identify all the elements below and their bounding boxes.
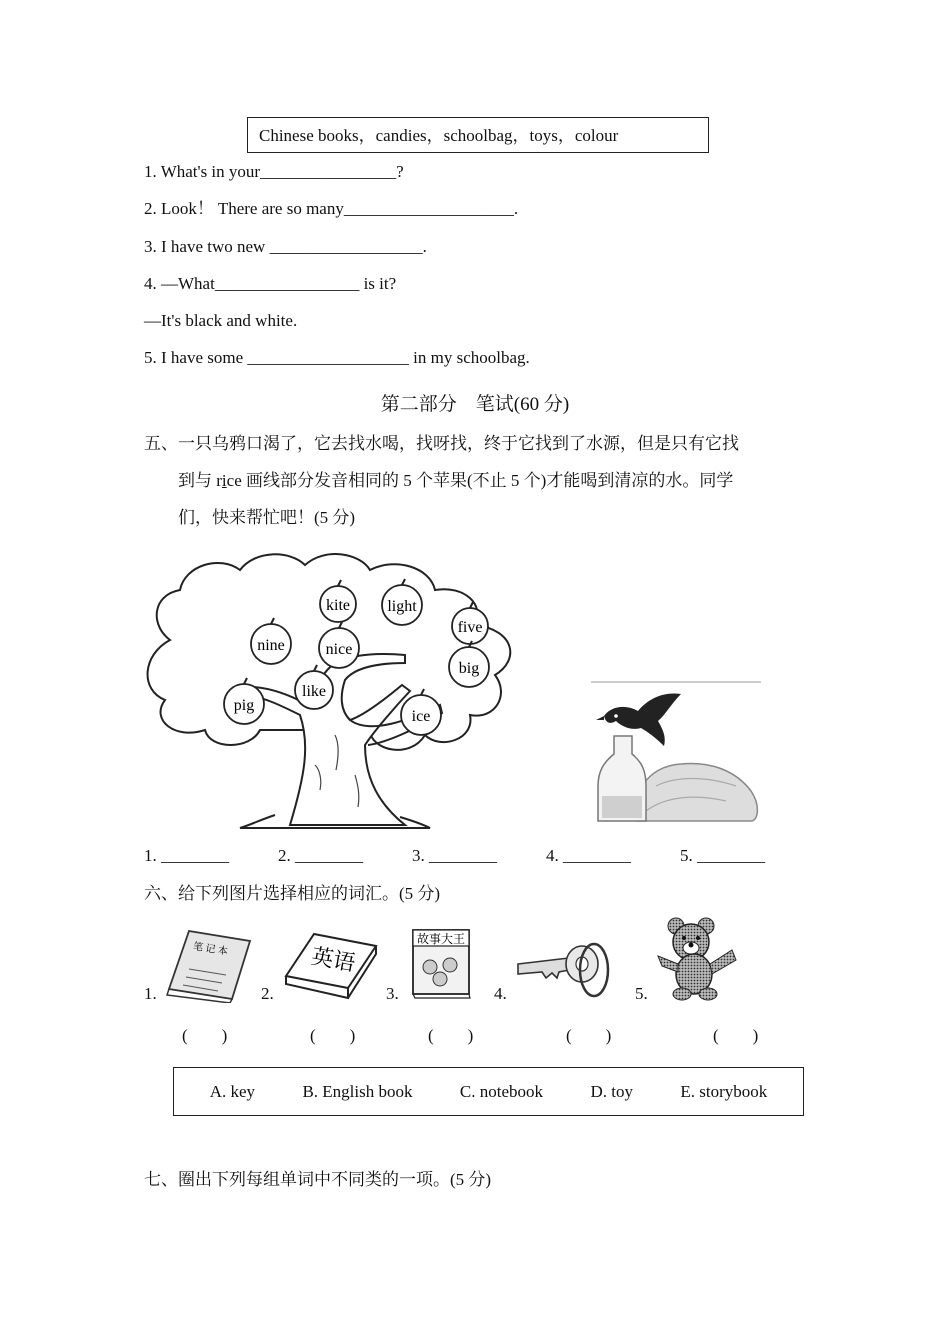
svg-text:pig: pig — [233, 697, 255, 714]
rock-icon — [635, 763, 757, 821]
section5-line1: 五、一只乌鸦口渴了，它去找水喝，找呀找，终于它找到了水源，但是只有它找 — [144, 434, 739, 453]
section7-title: 七、圈出下列每组单词中不同类的一项。(5 分) — [144, 1170, 492, 1189]
options-box — [173, 1067, 804, 1116]
fill-blank-3: 3. I have two new __________________. — [144, 237, 427, 256]
picture-number-1: 1. — [144, 984, 157, 1003]
crow-icon — [596, 693, 681, 746]
svg-text:故事大王: 故事大王 — [416, 932, 466, 946]
storybook-icon — [410, 927, 472, 999]
option-d: D. toy — [590, 1081, 633, 1101]
svg-text:nine: nine — [257, 637, 285, 654]
underlined-letter: i — [221, 471, 227, 490]
fill-blank-2: 2. Look！ There are so many____________________. — [144, 199, 519, 218]
picture-number-5: 5. — [635, 984, 648, 1003]
option-b: B. English book — [302, 1081, 413, 1101]
picture-number-4: 4. — [494, 984, 507, 1003]
tree-answer-3[interactable]: 3. ________ — [412, 846, 497, 865]
section6-title: 六、给下列图片选择相应的词汇。(5 分) — [144, 884, 441, 903]
svg-text:like: like — [302, 683, 326, 700]
fill-blank-1: 1. What's in your________________? — [144, 162, 404, 181]
choice-blank-3[interactable]: ( ) — [428, 1026, 474, 1045]
fill-blank-4-response: —It's black and white. — [144, 311, 298, 330]
tree-answer-1[interactable]: 1. ________ — [144, 846, 229, 865]
choice-blank-2[interactable]: ( ) — [310, 1026, 356, 1045]
svg-text:ice: ice — [411, 708, 431, 725]
svg-text:kite: kite — [326, 597, 350, 614]
svg-text:five: five — [457, 619, 483, 636]
notebook-icon — [164, 927, 254, 1003]
teddy-bear-icon — [654, 916, 740, 1002]
picture-number-3: 3. — [386, 984, 399, 1003]
option-c: C. notebook — [459, 1081, 544, 1101]
crow-bottle-illustration — [586, 676, 766, 826]
key-icon — [514, 934, 614, 1000]
choice-blank-5[interactable]: ( ) — [713, 1026, 759, 1045]
word-bank-box: Chinese books，candies，schoolbag，toys，colour — [247, 117, 709, 153]
section5-line3: 们，快来帮忙吧！(5 分) — [178, 508, 356, 527]
svg-text:英语: 英语 — [309, 943, 358, 976]
svg-text:big: big — [458, 660, 480, 677]
part-two-title: 第二部分 笔试(60 分) — [380, 394, 570, 415]
svg-text:light: light — [387, 598, 417, 615]
fill-blank-4: 4. —What_________________ is it? — [144, 274, 397, 293]
english-book-icon — [284, 930, 379, 1002]
option-e: E. storybook — [680, 1081, 768, 1101]
section5-line2: 到与 rice 画线部分发音相同的 5 个苹果(不止 5 个)才能喝到清凉的水。同学 — [178, 471, 734, 490]
tree-answer-4[interactable]: 4. ________ — [546, 846, 631, 865]
choice-blank-4[interactable]: ( ) — [566, 1026, 612, 1045]
tree-answer-5[interactable]: 5. ________ — [680, 846, 765, 865]
svg-text:nice: nice — [325, 641, 353, 658]
svg-text:笔 记 本: 笔 记 本 — [192, 941, 229, 958]
section5-instructions — [144, 425, 812, 536]
tree-answer-2[interactable]: 2. ________ — [278, 846, 363, 865]
choice-blank-1[interactable]: ( ) — [182, 1026, 228, 1045]
apple-tree-illustration — [140, 545, 525, 830]
picture-number-2: 2. — [261, 984, 274, 1003]
option-a: A. key — [209, 1081, 256, 1101]
fill-blank-5: 5. I have some ___________________ in my schoolbag. — [144, 348, 530, 367]
